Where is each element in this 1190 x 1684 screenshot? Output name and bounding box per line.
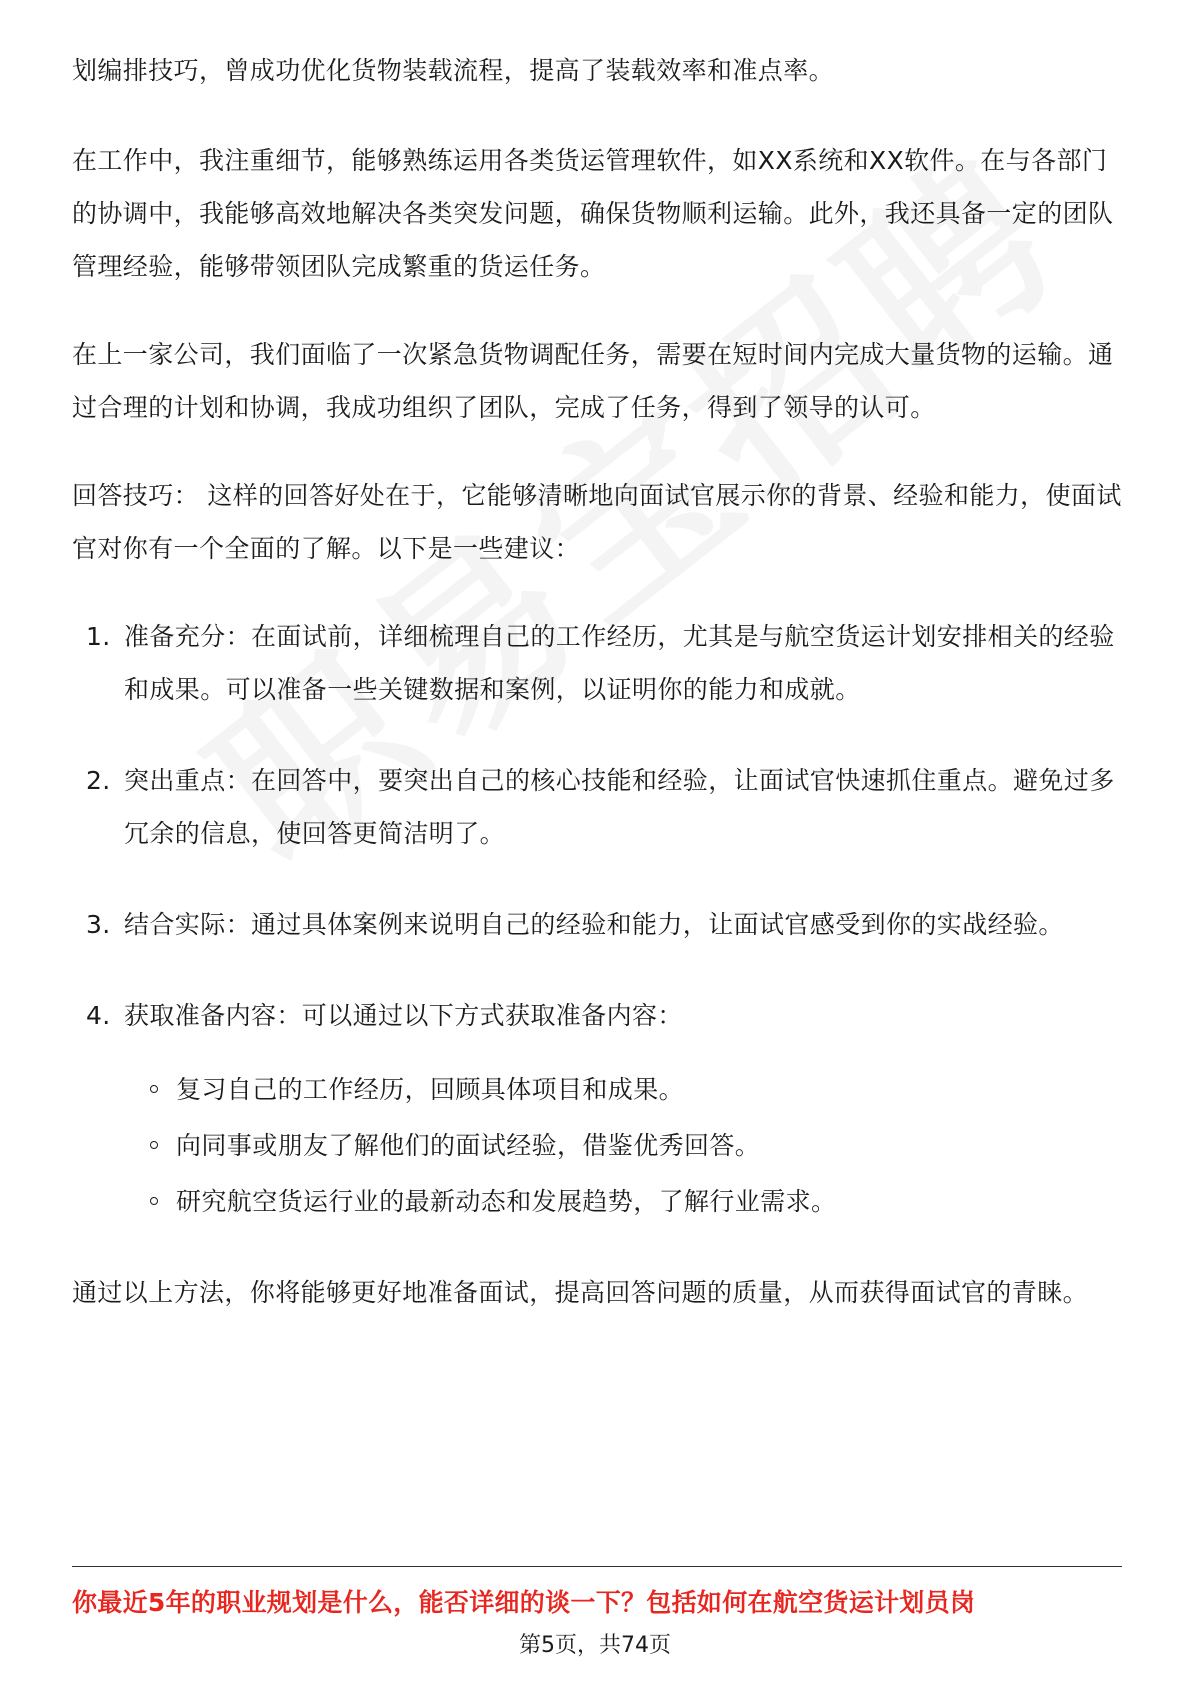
footer-divider [72, 1566, 1122, 1567]
tip-text: 结合实际：通过具体案例来说明自己的经验和能力，让面试官感受到你的实战经验。 [124, 910, 1064, 939]
paragraph-work-skills: 在工作中，我注重细节，能够熟练运用各类货运管理软件，如XX系统和XX软件。在与各部门的协调中，我能够高效地解决各类突发问题，确保货物顺利运输。此外，我还具备一定的团队管理经验，能够带领团队完成繁重的货运任务。 [72, 146, 1114, 281]
tip-number: 4. [86, 1001, 111, 1030]
tip-text: 获取准备内容：可以通过以下方式获取准备内容： [124, 1001, 683, 1030]
page-number: 第5页，共74页 [519, 1633, 671, 1658]
document-body [72, 44, 1122, 1354]
tips-list [72, 610, 1122, 1230]
paragraph-closing: 通过以上方法，你将能够更好地准备面试，提高回答问题的质量，从而获得面试官的青睐。 [72, 1278, 1089, 1307]
paragraph-continuation: 划编排技巧，曾成功优化货物装载流程，提高了装载效率和准点率。 [72, 56, 835, 85]
tip-item [72, 989, 1122, 1230]
tip-item [72, 898, 1122, 951]
sub-list-item [124, 1118, 1122, 1174]
next-question-title[interactable]: 你最近5年的职业规划是什么，能否详细的谈一下？包括如何在航空货运计划员岗 [72, 1588, 976, 1617]
tip-number: 3. [86, 910, 111, 939]
circle-bullet-icon [150, 1085, 158, 1093]
tip-number: 1. [86, 622, 111, 651]
paragraph-previous-company: 在上一家公司，我们面临了一次紧急货物调配任务，需要在短时间内完成大量货物的运输。通过合理的计划和协调，我成功组织了团队，完成了任务，得到了领导的认可。 [72, 340, 1114, 422]
sub-list [124, 1062, 1122, 1230]
sub-list-text: 复习自己的工作经历，回顾具体项目和成果。 [176, 1075, 685, 1104]
tip-item [72, 610, 1122, 716]
sub-list-item [124, 1174, 1122, 1230]
circle-bullet-icon [150, 1197, 158, 1205]
sub-list-text: 向同事或朋友了解他们的面试经验，借鉴优秀回答。 [176, 1131, 761, 1160]
tip-item [72, 754, 1122, 860]
sub-list-item [124, 1062, 1122, 1118]
tip-text: 准备充分：在面试前，详细梳理自己的工作经历，尤其是与航空货运计划安排相关的经验和成果。可以准备一些关键数据和案例，以证明你的能力和成就。 [124, 622, 1115, 704]
tip-text: 突出重点：在回答中，要突出自己的核心技能和经验，让面试官快速抓住重点。避免过多冗余的信息，使回答更简洁明了。 [124, 766, 1115, 848]
circle-bullet-icon [150, 1141, 158, 1149]
sub-list-text: 研究航空货运行业的最新动态和发展趋势，了解行业需求。 [176, 1187, 837, 1216]
tip-number: 2. [86, 766, 111, 795]
paragraph-answer-tips: 回答技巧： 这样的回答好处在于，它能够清晰地向面试官展示你的背景、经验和能力，使面试官对你有一个全面的了解。以下是一些建议： [72, 481, 1122, 563]
